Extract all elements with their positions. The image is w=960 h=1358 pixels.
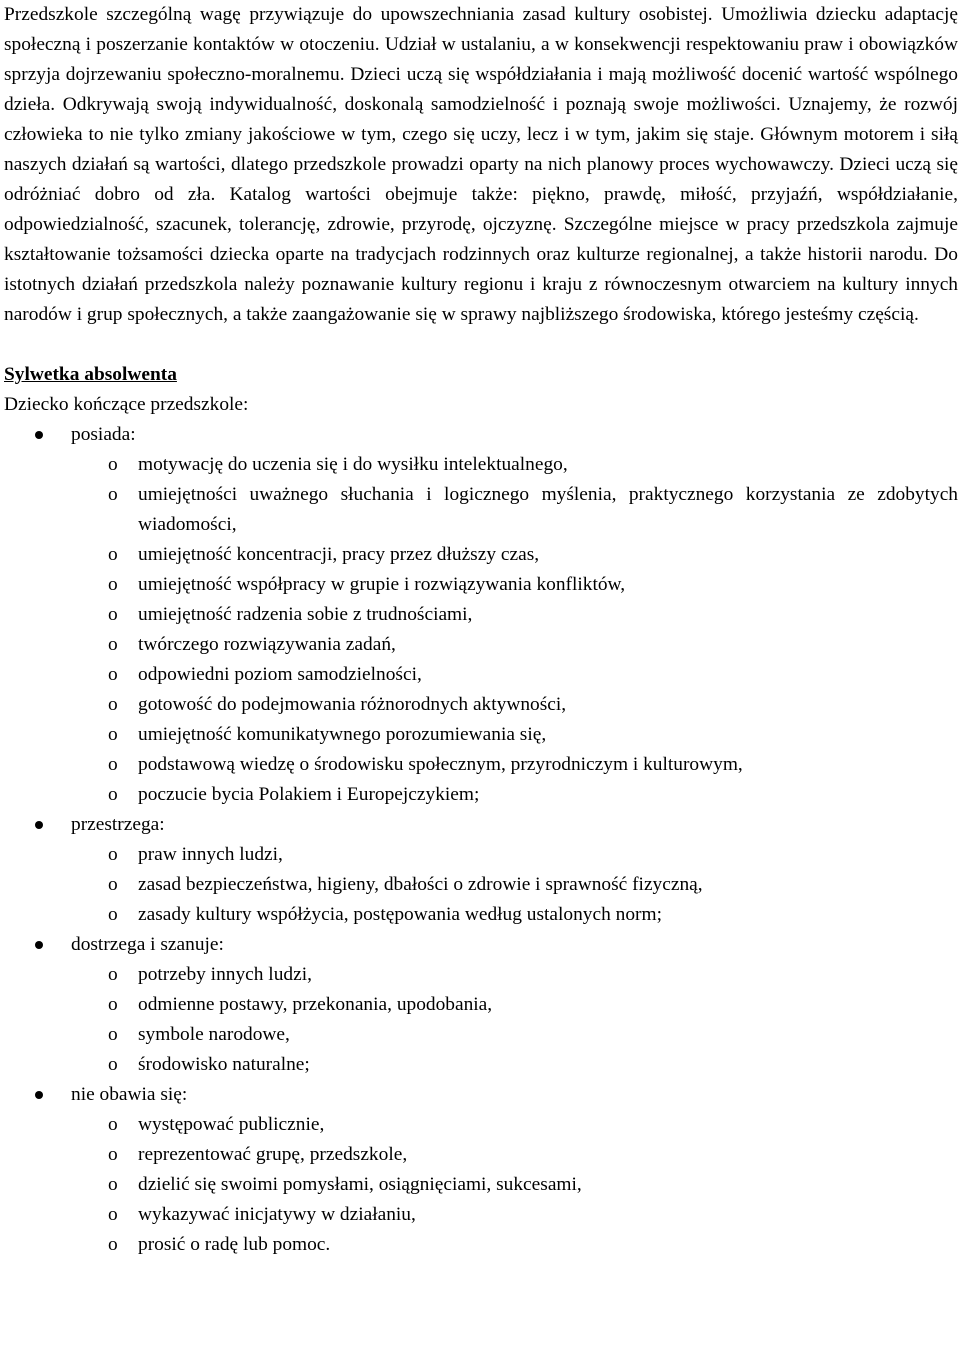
list-item-text: umiejętność radzenia sobie z trudnościami, [138, 604, 473, 625]
list-item-text: umiejętność współpracy w grupie i rozwiązywania konfliktów, [138, 574, 626, 595]
list-item-text: prosić o radę lub pomoc. [138, 1234, 331, 1255]
circle-marker-icon: o [108, 1144, 118, 1165]
list-item [71, 870, 958, 900]
list-item [71, 1170, 958, 1200]
bullet-icon [35, 1091, 43, 1099]
circle-marker-icon: o [108, 694, 118, 715]
list-item [71, 570, 958, 600]
group-items [71, 960, 958, 1080]
bullet-icon [35, 431, 43, 439]
list-item [71, 630, 958, 660]
list-item-text: umiejętność koncentracji, pracy przez dłuższy czas, [138, 544, 540, 565]
list-item [71, 660, 958, 690]
list-item [71, 1020, 958, 1050]
circle-marker-icon: o [108, 484, 118, 505]
circle-marker-icon: o [108, 994, 118, 1015]
list-item [71, 840, 958, 870]
circle-marker-icon: o [108, 1114, 118, 1135]
list-item [71, 1140, 958, 1170]
circle-marker-icon: o [108, 1054, 118, 1075]
list-item-text: umiejętność komunikatywnego porozumiewania się, [138, 724, 547, 745]
list-item-text: dzielić się swoimi pomysłami, osiągnięciami, sukcesami, [138, 1174, 582, 1195]
circle-marker-icon: o [108, 964, 118, 985]
list-item-text: odpowiedni poziom samodzielności, [138, 664, 422, 685]
list-item-text: podstawową wiedzę o środowisku społecznym, przyrodniczym i kulturowym, [138, 754, 743, 775]
list-item-text: wykazywać inicjatywy w działaniu, [138, 1204, 416, 1225]
group-label: nie obawia się: [71, 1084, 188, 1105]
list-item [71, 780, 958, 810]
circle-marker-icon: o [108, 664, 118, 685]
profile-group [4, 810, 958, 930]
bullet-icon [35, 821, 43, 829]
circle-marker-icon: o [108, 1234, 118, 1255]
group-label: dostrzega i szanuje: [71, 934, 224, 955]
list-item-text: umiejętności uważnego słuchania i logicznego myślenia, praktycznego korzystania ze zdobytych wiadomości, [138, 484, 958, 535]
circle-marker-icon: o [108, 1204, 118, 1225]
circle-marker-icon: o [108, 724, 118, 745]
list-item [71, 900, 958, 930]
circle-marker-icon: o [108, 754, 118, 775]
list-item [71, 750, 958, 780]
list-item [71, 600, 958, 630]
circle-marker-icon: o [108, 454, 118, 475]
group-items [71, 450, 958, 810]
list-item-text: reprezentować grupę, przedszkole, [138, 1144, 408, 1165]
list-item [71, 960, 958, 990]
circle-marker-icon: o [108, 634, 118, 655]
list-item-text: występować publicznie, [138, 1114, 325, 1135]
list-item-text: odmienne postawy, przekonania, upodobania, [138, 994, 493, 1015]
list-item-text: zasady kultury współżycia, postępowania według ustalonych norm; [138, 904, 662, 925]
list-item-text: twórczego rozwiązywania zadań, [138, 634, 396, 655]
group-items [71, 840, 958, 930]
circle-marker-icon: o [108, 1174, 118, 1195]
list-item [71, 480, 958, 540]
list-item [71, 1230, 958, 1260]
lead-sentence: Dziecko kończące przedszkole: [4, 394, 249, 415]
profile-group [4, 420, 958, 810]
list-item [71, 990, 958, 1020]
group-items [71, 1110, 958, 1260]
graduate-profile-list [4, 420, 958, 1260]
section-heading: Sylwetka absolwenta [4, 364, 177, 385]
list-item [71, 1110, 958, 1140]
list-item [71, 1200, 958, 1230]
profile-group [4, 1080, 958, 1260]
list-item-text: środowisko naturalne; [138, 1054, 310, 1075]
list-item [71, 450, 958, 480]
list-item [71, 720, 958, 750]
intro-paragraph: Przedszkole szczególną wagę przywiązuje do upowszechniania zasad kultury osobistej. Umożliwia dziecku adaptację społeczną i poszerzanie kontaktów w otoczeniu. Udział w ustalaniu, a w konsekwencji respektowaniu praw i obowiązków sprzyja dojrzewaniu społeczno-moralnemu. Dzieci uczą się współdziałania i mają możliwość docenić wartość wspólnego dzieła. Odkrywają swoją indywidualność, doskonalą samodzielność i poznają swoje możliwości. Uznajemy, że rozwój człowieka to nie tylko zmiany jakościowe w tym, czego się uczy, lecz i w tym, jakim się staje. Głównym motorem i siłą naszych działań są wartości, dlatego przedszkole prowadzi oparty na nich planowy proces wychowawczy. Dzieci uczą się odróżniać dobro od zła. Katalog wartości obejmuje także: piękno, prawdę, miłość, przyjaźń, współdziałanie, odpowiedzialność, szacunek, tolerancję, zdrowie, przyrodę, ojczyznę. Szczególne miejsce w pracy przedszkola zajmuje kształtowanie tożsamości dziecka oparte na tradycjach rodzinnych oraz kulturze regionalnej, a także historii narodu. Do istotnych działań przedszkola należy poznawanie kultury regionu i kraju z równoczesnym otwarciem na kultury innych narodów i grup społecznych, a także zaangażowanie się w sprawy najbliższego środowiska, którego jesteśmy częścią. [4, 4, 958, 325]
list-item-text: motywację do uczenia się i do wysiłku intelektualnego, [138, 454, 568, 475]
profile-group [4, 930, 958, 1080]
list-item-text: zasad bezpieczeństwa, higieny, dbałości o zdrowie i sprawność fizyczną, [138, 874, 703, 895]
list-item [71, 1050, 958, 1080]
list-item [71, 540, 958, 570]
circle-marker-icon: o [108, 844, 118, 865]
bullet-icon [35, 941, 43, 949]
list-item-text: potrzeby innych ludzi, [138, 964, 312, 985]
group-label: przestrzega: [71, 814, 165, 835]
circle-marker-icon: o [108, 904, 118, 925]
circle-marker-icon: o [108, 544, 118, 565]
group-label: posiada: [71, 424, 136, 445]
circle-marker-icon: o [108, 604, 118, 625]
list-item-text: poczucie bycia Polakiem i Europejczykiem; [138, 784, 480, 805]
list-item-text: symbole narodowe, [138, 1024, 290, 1045]
circle-marker-icon: o [108, 1024, 118, 1045]
list-item-text: praw innych ludzi, [138, 844, 283, 865]
list-item-text: gotowość do podejmowania różnorodnych aktywności, [138, 694, 567, 715]
list-item [71, 690, 958, 720]
circle-marker-icon: o [108, 874, 118, 895]
circle-marker-icon: o [108, 784, 118, 805]
circle-marker-icon: o [108, 574, 118, 595]
